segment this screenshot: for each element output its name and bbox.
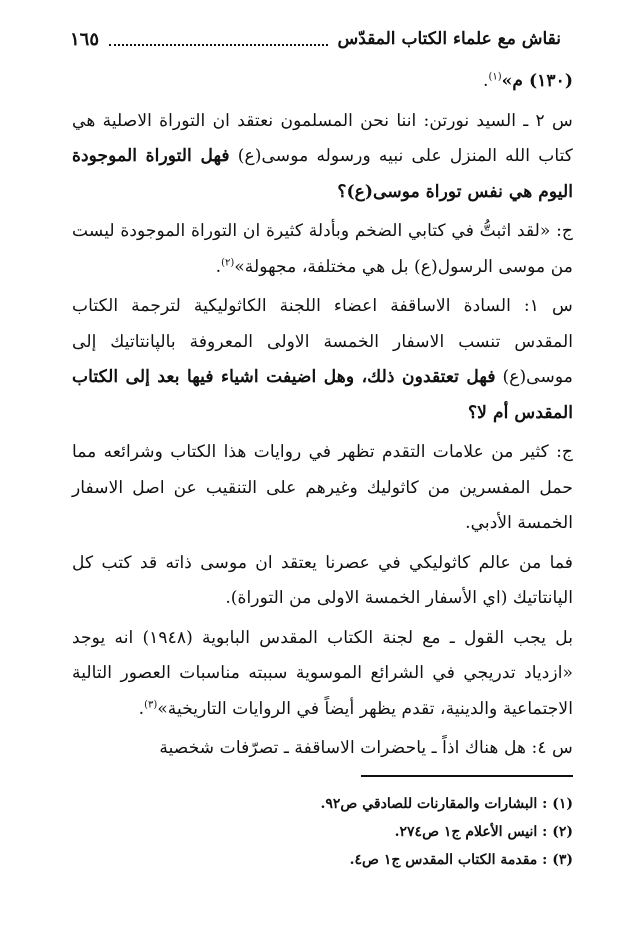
text-run: . (138, 698, 145, 719)
footnotes (72, 790, 573, 874)
paragraph (72, 435, 573, 542)
text-run: س ٤: هل هناك اذاً ـ ياحضرات الاساقفة ـ تصرّفات شخصية (159, 738, 573, 758)
page-number: ١٦٥ (70, 28, 100, 50)
footnote-3: (٣) : مقدمة الكتاب المقدس ج١ ص٤. (349, 852, 573, 868)
header-dot-leader (109, 44, 328, 46)
paragraph (72, 104, 573, 211)
text-run: فما من عالم كاثوليكي في عصرنا يعتقد ان موسى ذاته قد كتب كل الپانتاتيك (اي الأسفار الخمسة الاولى من التوراة). (72, 552, 573, 608)
paragraph (72, 214, 573, 285)
text-run: . (483, 71, 489, 91)
running-header (70, 22, 561, 56)
footnote-reference: (٢) (221, 256, 235, 268)
text-run: فهل تعتقدون ذلك، وهل اضيفت اشياء فيها بعد إلى الكتاب المقدس أم لا؟ (72, 367, 573, 423)
footnote-reference: (١) (488, 71, 502, 83)
text-run: س ٢ ـ السيد نورتن: اننا نحن المسلمون نعتقد ان التوراة الاصلية هي كتاب الله المنزل على نبيه ورسوله موسى(ع) (72, 110, 573, 166)
text-run: . (215, 256, 222, 277)
text-run: ج: كثير من علامات التقدم تظهر في روايات هذا الكتاب وشرائعه مما حمل المفسرين من كاثوليك وغيرهم على التنقيب عن اصل الاسفار الخمسة الأدبي. (72, 442, 573, 533)
body-text (72, 64, 573, 767)
footnote-2: (٢) : انيس الأعلام ج١ ص٢٧٤. (394, 824, 573, 840)
footnote-separator (361, 775, 573, 777)
paragraph (72, 546, 573, 617)
text-run: فهل التوراة الموجودة اليوم هي نفس توراة موسى(ع)؟ (72, 146, 573, 202)
footnote-1: (١) : البشارات والمقارنات للصادقي ص٩٢. (320, 796, 573, 812)
paragraph (72, 64, 573, 100)
header-title: نقاش مع علماء الكتاب المقدّس (337, 29, 561, 49)
text-run: بل يجب القول ـ مع لجنة الكتاب المقدس البابوية (١٩٤٨) انه يوجد «ازدياد تدريجي في الشرائع الموسوية سببته مناسبات العصور التالية الاجتماعية والدينية، تقدم يظهر أيضاً في الروايات التاريخية» (72, 627, 574, 719)
footnote-reference: (٣) (144, 698, 158, 710)
text-run: (١٣٠) م» (501, 71, 573, 91)
paragraph (72, 731, 573, 767)
paragraph (72, 621, 573, 728)
paragraph (72, 289, 573, 431)
text-run: س ١: السادة الاساقفة اعضاء اللجنة الكاثوليكية لترجمة الكتاب المقدس تنسب الاسفار الخمسة الاولى المعروفة بالپانتاتيك إلى موسى(ع) (72, 296, 574, 387)
text-run: ج: «لقد اثبتُّ في كتابي الضخم وبأدلة كثيرة ان التوراة الموجودة ليست من موسى الرسول(ع) بل هي مختلفة، مجهولة» (72, 221, 573, 277)
